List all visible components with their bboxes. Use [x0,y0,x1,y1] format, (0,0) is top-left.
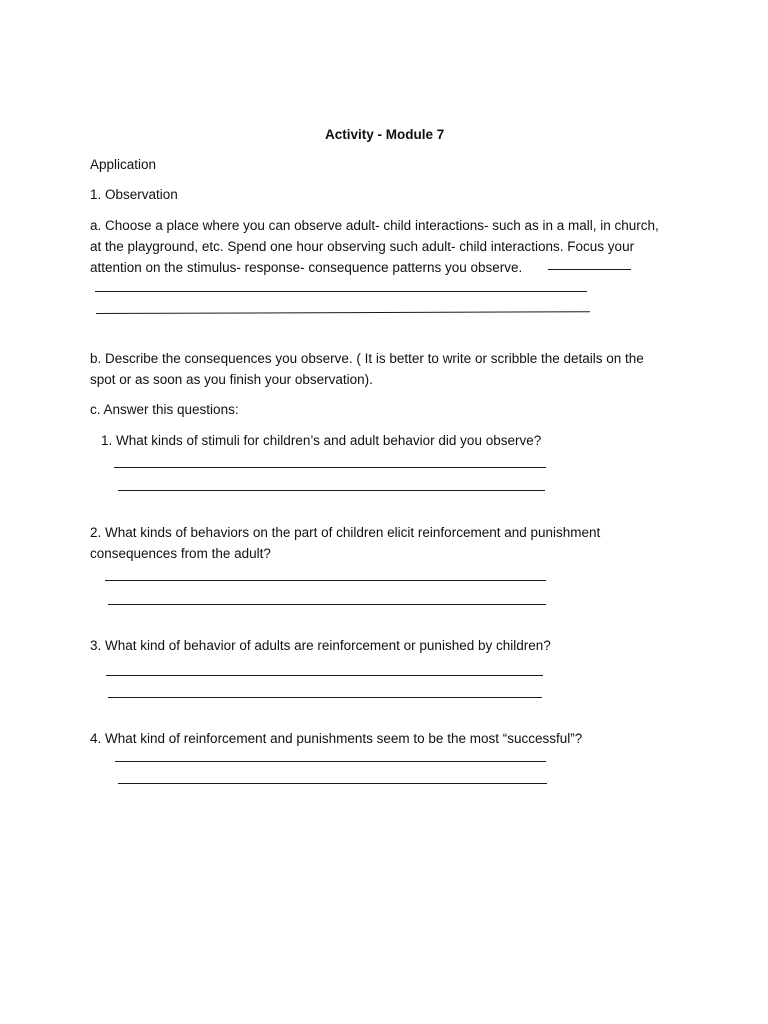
answer-line [96,311,590,314]
part-a-line-2: at the playground, etc. Spend one hour observing such adult- child interactions. Focus your [90,239,635,254]
answer-line [548,269,631,270]
part-a-line-1: a. Choose a place where you can observe adult- child interactions- such as in a mall, in church, [90,218,659,233]
section-heading: Application [90,157,157,172]
part-b-line-1: b. Describe the consequences you observe. ( It is better to write or scribble the details on the [90,351,644,366]
part-c-heading: c. Answer this questions: [90,402,239,417]
answer-line [108,604,546,605]
part-b-line-2: spot or as soon as you finish your observation). [90,372,373,387]
question-4: 4. What kind of reinforcement and punishments seem to be the most “successful”? [90,731,583,746]
question-3: 3. What kind of behavior of adults are reinforcement or punished by children? [90,638,551,653]
answer-line [105,580,546,581]
part-a-line-3: attention on the stimulus- response- consequence patterns you observe. [90,260,523,275]
answer-line [114,467,546,468]
answer-line [118,783,547,784]
question-2-line-2: consequences from the adult? [90,546,271,561]
answer-line [108,697,542,698]
observation-heading: 1. Observation [90,187,178,202]
question-1: 1. What kinds of stimuli for children’s and adult behavior did you observe? [101,433,542,448]
answer-line [115,761,546,762]
question-2-line-1: 2. What kinds of behaviors on the part of children elicit reinforcement and punishment [90,525,601,540]
document-title: Activity - Module 7 [325,127,445,142]
answer-line [106,675,543,676]
answer-line [95,291,587,292]
answer-line [118,490,545,491]
